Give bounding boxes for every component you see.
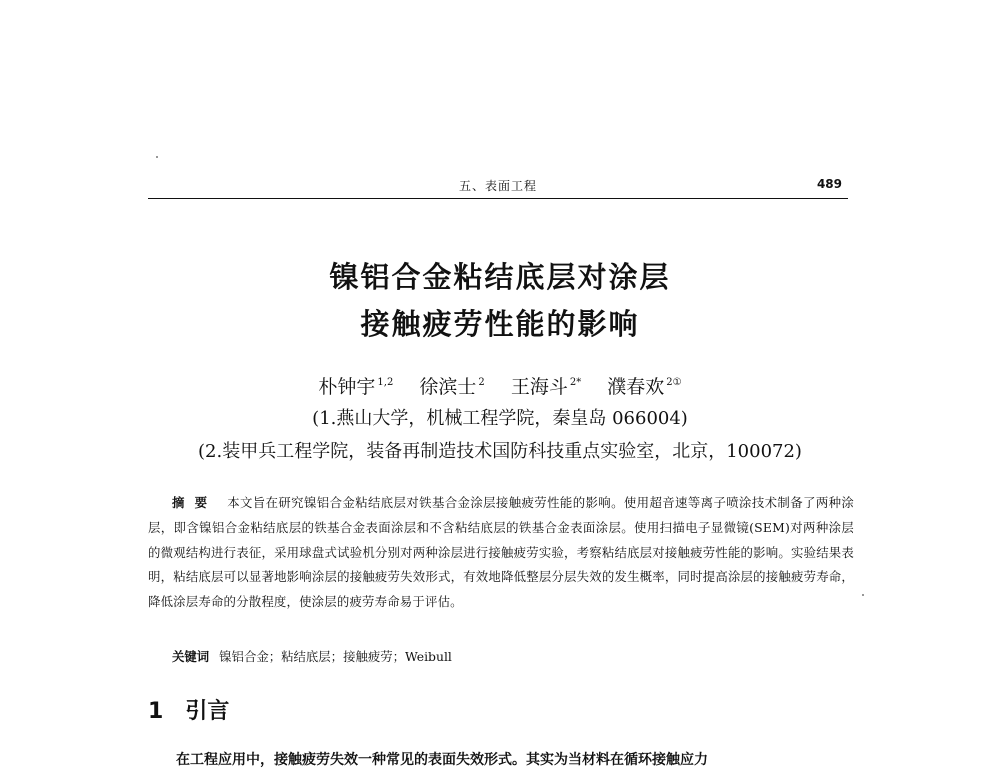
author-name: 濮春欢 [607, 376, 665, 398]
author-affiliation-mark: 2 [478, 377, 485, 388]
author-affiliation-mark: 1,2 [377, 377, 394, 388]
author [607, 376, 681, 398]
affiliation-2: (2.装甲兵工程学院，装备再制造技术国防科技重点实验室，北京，100072) [198, 441, 802, 462]
author-name: 朴钟宇 [318, 376, 376, 398]
paper-title-line-2: 接触疲劳性能的影响 [360, 307, 640, 341]
keywords-label: 关键词 [172, 649, 210, 664]
section-title: 引言 [185, 699, 230, 724]
affiliation-1: (1.燕山大学，机械工程学院，秦皇岛 066004) [312, 408, 688, 429]
author [419, 376, 484, 398]
keywords [148, 647, 854, 665]
body-text-first-line: 在工程应用中，接触疲劳失效一种常见的表面失效形式。其实为当材料在循环接触应力 [176, 752, 708, 768]
abstract [148, 491, 854, 615]
header-rule [148, 198, 848, 199]
author-affiliation-mark: 2* [569, 377, 582, 388]
author-list [0, 372, 1000, 399]
paper-title-line-1: 镍铝合金粘结底层对涂层 [329, 260, 671, 294]
scan-speck [862, 594, 864, 596]
abstract-label: 摘要 [172, 495, 218, 510]
author [511, 376, 581, 398]
running-header [148, 177, 848, 197]
section-number: 1 [148, 699, 164, 724]
scan-speck [156, 156, 158, 158]
page-number: 489 [816, 177, 842, 191]
section-heading [148, 694, 229, 725]
keywords-text: 镍铝合金；粘结底层；接触疲劳；Weibull [219, 649, 452, 664]
running-header-section: 五、表面工程 [458, 179, 537, 193]
author [318, 376, 393, 398]
author-name: 王海斗 [510, 376, 568, 398]
author-affiliation-mark: 2① [666, 377, 682, 388]
author-name: 徐滨士 [419, 376, 477, 398]
abstract-text: 本文旨在研究镍铝合金粘结底层对铁基合金涂层接触疲劳性能的影响。使用超音速等离子喷涂技术制备了两种涂层，即含镍铝合金粘结底层的铁基合金表面涂层和不含粘结底层的铁基合金表面涂层。使用扫描电子显微镜(SEM)对两种涂层的微观结构进行表征，采用球盘式试验机分别对两种涂层进行接触疲劳实验，考察粘结底层对接触疲劳性能的影响。实验结果表明，粘结底层可以显著地影响涂层的接触疲劳失效形式，有效地降低整层分层失效的发生概率，同时提高涂层的接触疲劳寿命，降低涂层寿命的分散程度，使涂层的疲劳寿命易于评估。 [148, 495, 854, 610]
